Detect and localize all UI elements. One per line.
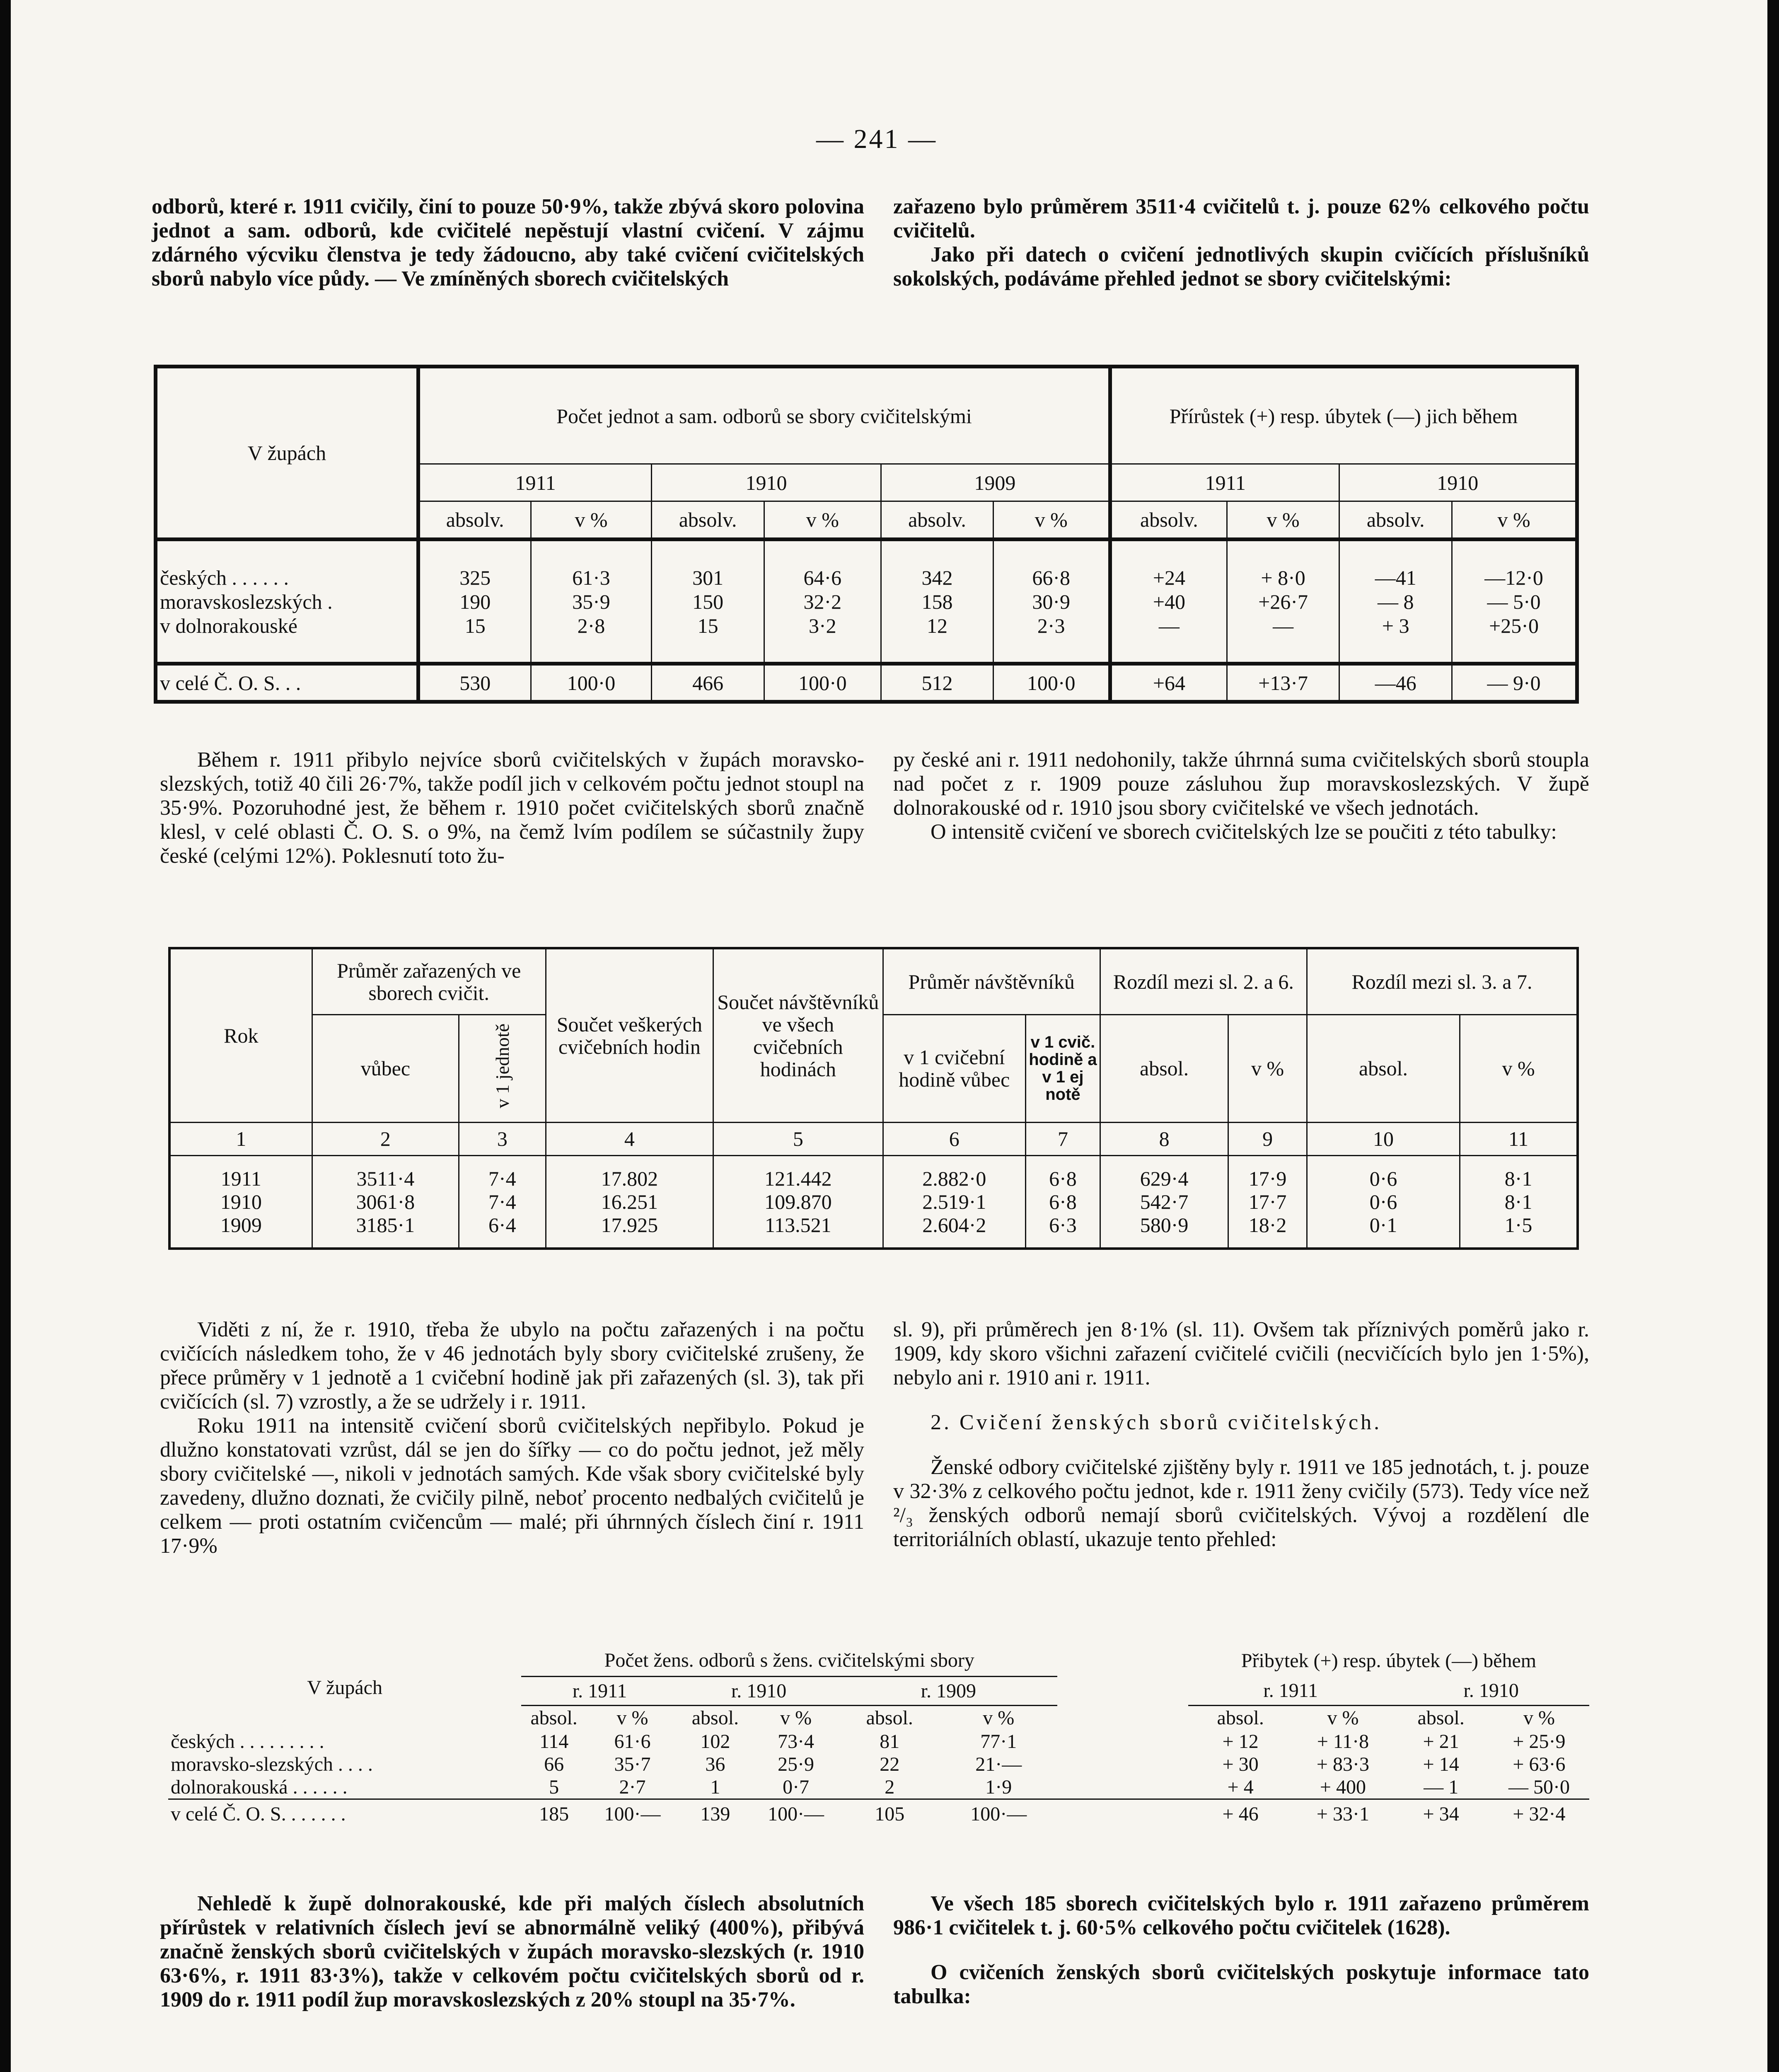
sub-percent: v % bbox=[531, 501, 652, 540]
sub-percent: v % bbox=[1452, 501, 1577, 540]
header-pribytek: Přibytek (+) resp. úbytek (—) během bbox=[1241, 1650, 1537, 1672]
table-zenske-sbory: V župách Počet žens. odborů s žens. cvičitelskými sbory Přibytek (+) resp. úbytek (—) během r. 1911 r. 1910 r. 1909 r. 1911 r. 1910 absol. v % absol. v % absol. v % absol. v % absol. v % českých . . . . . . . . . 114 61·6 102 73·4 81 77·1 + 12 + 11·8 + 21 + 25·9 moravsko-slezských . . . . 66 35·7 36 25·9 22 21·— + 30 + 83·3 + 14 + 63·6 dolnorakouská . . . . . . 5 2·7 1 0·7 2 1·9 + 4 + 400 — 1 — 50·0 v celé Č. O. S. . . . . . . 185 100·— 139 100·— 105 100·— + 46 + 33·1 + 34 + 32·4 bbox=[168, 1645, 1589, 1828]
header-soucet-navstevniku: Součet návštěvníků ve všech cvičebních hodinách bbox=[713, 948, 883, 1122]
page bbox=[11, 0, 1767, 2072]
header-prirustek: Přírůstek (+) resp. úbytek (—) jich během bbox=[1110, 367, 1577, 464]
table-intenzita: Rok Průměr zařazených ve sborech cvičit. Součet veškerých cvičebních hodin Součet návštěvníků ve všech cvičebních hodinách Průměr návštěvníků Rozdíl mezi sl. 2. a 6. Rozdíl mezi sl. 3. a 7. vůbec v 1 jednotě v 1 cvičební hodině vůbec v 1 cvič. hodině a v 1 ej notě absol. v % absol. v % 1 2 3 4 5 6 7 8 9 10 11 1911 1910 1909 3511·4 3061·8 3185·1 7·4 7·4 6·4 17.802 16.251 17.925 121.442 109.870 113.521 2.882·0 2.519·1 2.604·2 6·8 6·8 6·3 629·4 542·7 580·9 17·9 17·7 18·2 0·6 0·6 0·1 8·1 8·1 1·5 bbox=[168, 947, 1579, 1250]
year-1911: 1911 bbox=[418, 464, 651, 501]
header-soucet-hodin: Součet veškerých cvičebních hodin bbox=[546, 948, 713, 1122]
page-number: — 241 — bbox=[816, 124, 937, 154]
table-row: moravsko-slezských . . . . 66 35·7 36 25·9 22 21·— + 30 + 83·3 + 14 + 63·6 bbox=[171, 1753, 1566, 1775]
paragraph-lower-left: Viděti z ní, že r. 1910, třeba že ubylo na počtu zařazených i na počtu cvičících následkem toho, že v 46 jednotách byly sbory cvičitelské zrušeny, že přece průměry v 1 jednotě a 1 cvičební hodině jak při zařazených (sl. 3), tak při cvičících (sl. 7) vzrostly, a že se udržely i r. 1911. Roku 1911 na intensitě cvičení sborů cvičitelských nepřibylo. Pokud je dlužno konstatovati vzrůst, dál se jen do šířky — co do počtu jednot, jež měly sbory cvičitelské —, nikoli v jednotách samých. Kde však sbory cvičitelské byly zavedeny, dlužno doznati, že cvičily pilně, neboť procento nedbalých cvičitelů je celkem — proti ostatním cvičencům — malé; při úhrnných číslech činí r. 1911 17·9% bbox=[160, 1318, 864, 1558]
sub-absolv: absolv. bbox=[1110, 501, 1227, 540]
sub-percent: v % bbox=[764, 501, 881, 540]
header-prumer-navstevniku: Průměr návštěvníků bbox=[883, 948, 1100, 1014]
header-rozdil-2-6: Rozdíl mezi sl. 2. a 6. bbox=[1100, 948, 1307, 1014]
paragraph-lower-right: sl. 9), při průměrech jen 8·1% (sl. 11). Ovšem tak příznivých poměrů jako r. 1909, kdy skoro všichni zařazení cvičitelé cvičili (necvičících bylo jen 1·5%), nebylo ani r. 1910 ani r. 1911. 2. Cvičení ženských sborů cvičitelských. Ženské odbory cvičitelské zjištěny byly r. 1911 ve 185 jednotách, t. j. pouze v 32·3% z celkového počtu jednot, kde r. 1911 ženy cvičily (573). Tedy více než ²/₃ ženských odborů nemají sborů cvičitelských. Vývoj a rozdělení dle territoriálních oblastí, ukazuje tento přehled: bbox=[893, 1318, 1589, 1551]
table-row: českých . . . . . . . . . 114 61·6 102 73·4 81 77·1 + 12 + 11·8 + 21 + 25·9 bbox=[171, 1731, 1566, 1752]
sub-absolv: absolv. bbox=[881, 501, 993, 540]
header-rok: Rok bbox=[169, 948, 312, 1122]
section-heading: 2. Cvičení ženských sborů cvičitelských. bbox=[931, 1411, 1382, 1434]
year-1909: 1909 bbox=[881, 464, 1110, 501]
region-names: českých . . . . . . moravskoslezských . v dolnorakouské bbox=[156, 540, 418, 664]
paragraph-bottom-right: Ve všech 185 sborech cvičitelských bylo r. 1911 zařazeno průměrem 986·1 cvičitelek t. j. 60·5% celkového počtu cvičitelek (1628). O cvičeních ženských sborů cvičitelských poskytuje informace tato tabulka: bbox=[893, 1892, 1589, 2008]
table-row: 1911 1910 1909 3511·4 3061·8 3185·1 7·4 7·4 6·4 17.802 16.251 17.925 121.442 109.870 113.521 2.882·0 2.519·1 2.604·2 6·8 6·8 6·3 629·4 542·7 580·9 17·9 17·7 18·2 0·6 0·6 0·1 8·1 8·1 1·5 bbox=[169, 1155, 1578, 1249]
paragraph-mid-left: Během r. 1911 přibylo nejvíce sborů cvičitelských v župách moravsko-slezských, totiž 40 čili 26·7%, takže podíl jich v celkovém počtu jednot stoupl na 35·9%. Pozoruhodné jest, že během r. 1910 počet cvičitelských sborů značně klesl, v celé oblasti Č. O. S. o 9%, na čemž lvím podílem se súčastnily župy české (celými 12%). Poklesnutí toto žu- bbox=[160, 748, 864, 868]
column-numbers: 1 2 3 4 5 6 7 8 9 10 11 bbox=[169, 1122, 1578, 1155]
header-rozdil-3-7: Rozdíl mezi sl. 3. a 7. bbox=[1307, 948, 1578, 1014]
sub-absolv: absolv. bbox=[1339, 501, 1452, 540]
table-row: českých . . . . . . moravskoslezských . v dolnorakouské 325 190 15 61·3 35·9 2·8 301 150 15 64·6 32·2 3·2 342 158 12 66·8 30·9 2·3 +24 +40 — + 8·0 +26·7 — —41 — 8 + 3 —12·0 — 5·0 +25·0 bbox=[156, 540, 1577, 664]
header-pocet-zens: Počet žens. odborů s žens. cvičitelskými sbory bbox=[521, 1645, 1057, 1676]
sub-percent: v % bbox=[1227, 501, 1339, 540]
sub-absolv: absolv. bbox=[418, 501, 531, 540]
year-1910-change: 1910 bbox=[1339, 464, 1577, 501]
year-1910: 1910 bbox=[652, 464, 881, 501]
paragraph-bottom-left: Nehledě k župě dolnorakouské, kde při malých číslech absolutních přírůstek v relativních číslech jeví se abnormálně veliký (400%), přibývá značně ženských sborů cvičitelských v župách moravsko-slezských (r. 1910 63·6%, r. 1911 83·3%), takže v celkovém počtu cvičitelských sborů od r. 1909 do r. 1911 podíl žup moravskoslezských z 20% stoupl na 35·7%. bbox=[160, 1892, 864, 2011]
sub-absolv: absolv. bbox=[652, 501, 764, 540]
table-row-total: v celé Č. O. S. . . 530 100·0 466 100·0 512 100·0 +64 +13·7 —46 — 9·0 bbox=[156, 664, 1577, 702]
header-v-zupach: V župách bbox=[156, 367, 418, 540]
table-zupy-1911 bbox=[154, 365, 1579, 704]
table-row-total: v celé Č. O. S. . . . . . . 185 100·— 139 100·— 105 100·— + 46 + 33·1 + 34 + 32·4 bbox=[168, 1799, 1589, 1828]
header-pocet: Počet jednot a sam. odborů se sbory cvičitelskými bbox=[418, 367, 1110, 464]
paragraph-top-left: odborů, které r. 1911 cvičily, činí to pouze 50·9%, takže zbývá skoro polovina jednot a sam. odborů, kde cvičitelé nepěstují vlastní cvičení. V zájmu zdárného výcviku členstva je tedy žádoucno, aby také cvičení cvičitelských sborů nabylo více půdy. — Ve zmíněných sborech cvičitelských bbox=[152, 195, 864, 290]
paragraph-top-right: zařazeno bylo průměrem 3511·4 cvičitelů t. j. pouze 62% celkového počtu cvičitelů. Jako při datech o cvičení jednotlivých skupin cvičících příslušníků sokolských, podáváme přehled jednot se sbory cvičitelskými: bbox=[893, 195, 1589, 290]
header-v-zupach: V župách bbox=[307, 1677, 382, 1699]
sub-percent: v % bbox=[993, 501, 1110, 540]
header-prumer-zarazenych: Průměr zařazených ve sborech cvičit. bbox=[312, 948, 546, 1014]
paragraph-mid-right: py české ani r. 1911 nedohonily, takže úhrnná suma cvičitelských sborů stoupla nad počet z r. 1909 pouze zásluhou žup moravskoslezských. V župě dolnorakouské od r. 1910 jsou sbory cvičitelské ve všech jednotách. O intensitě cvičení ve sborech cvičitelských lze se poučiti z této tabulky: bbox=[893, 748, 1589, 844]
year-1911-change: 1911 bbox=[1110, 464, 1339, 501]
table-row: dolnorakouská . . . . . . 5 2·7 1 0·7 2 1·9 + 4 + 400 — 1 — 50·0 bbox=[171, 1776, 1570, 1798]
